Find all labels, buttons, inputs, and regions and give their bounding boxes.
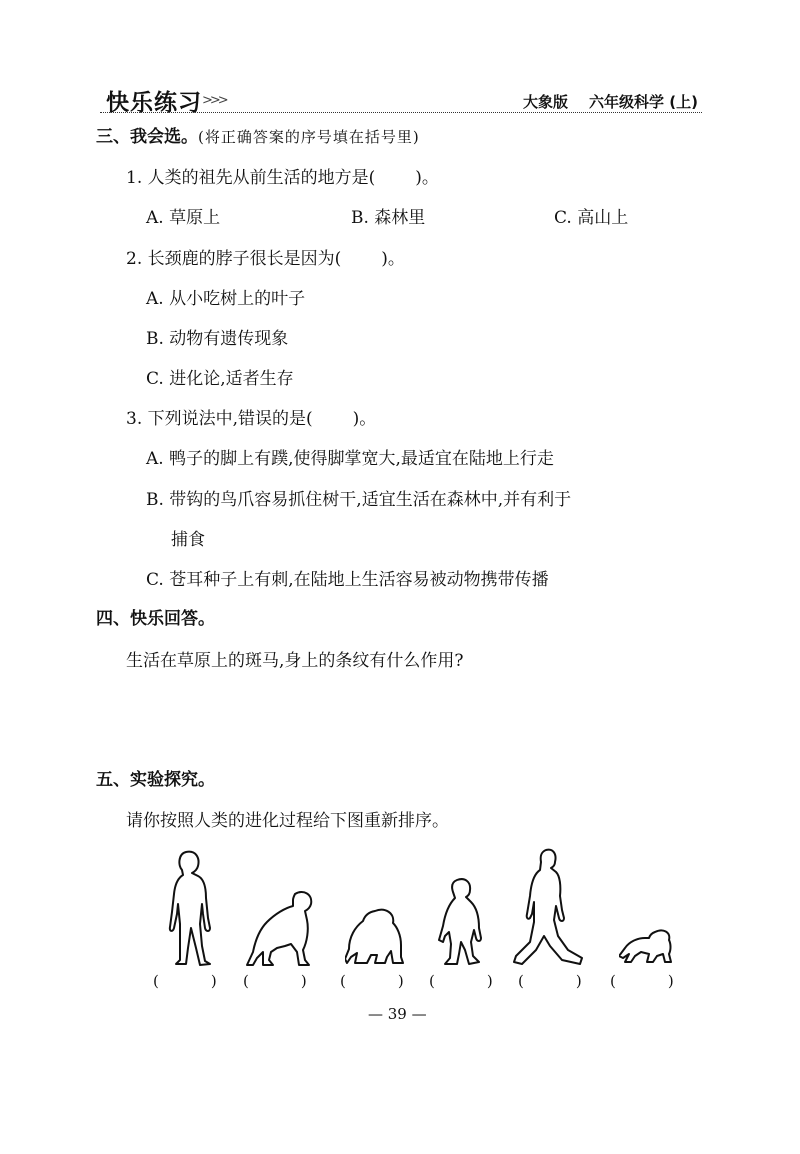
paren-close: ) <box>397 972 404 990</box>
question-2-option-c: C. 进化论,适者生存 <box>146 369 294 389</box>
modern-human-figure <box>512 846 586 970</box>
figure-4-answer-parens[interactable] <box>429 972 493 990</box>
question-3-option-b: B. 带钩的鸟爪容易抓住树干,适宜生活在森林中,并有利于 <box>146 490 572 510</box>
question-2-option-b: B. 动物有遗传现象 <box>146 329 289 349</box>
question-1-option-c: C. 高山上 <box>554 208 629 228</box>
small-primate-figure <box>619 928 675 966</box>
question-2-stem-before: 2. 长颈鹿的脖子很长是因为( <box>126 249 342 269</box>
question-1-option-a: A. 草原上 <box>146 208 221 228</box>
question-3-stem <box>126 404 376 429</box>
section3-title: 三、我会选。 <box>96 127 198 147</box>
paren-open: ( <box>243 972 249 990</box>
question-2-stem-after: )。 <box>381 249 405 269</box>
paren-open: ( <box>518 972 524 990</box>
chevron-right-icon: >>> <box>202 93 226 108</box>
question-2-stem <box>126 244 405 269</box>
section5-title: 五、实验探究。 <box>96 770 215 790</box>
figure-6-answer-parens[interactable] <box>610 972 674 990</box>
walking-ape-figure <box>245 886 323 968</box>
standing-hominid-figure <box>158 848 222 970</box>
section3-note: (将正确答案的序号填在括号里) <box>198 128 420 146</box>
crouching-ape-figure <box>345 905 405 967</box>
paren-open: ( <box>153 972 159 990</box>
question-1-stem <box>126 163 439 188</box>
figure-3-answer-parens[interactable] <box>340 972 404 990</box>
question-3-option-c: C. 苍耳种子上有刺,在陆地上生活容易被动物携带传播 <box>146 570 549 590</box>
figure-1-answer-parens[interactable] <box>153 972 217 990</box>
question-1-stem-before: 1. 人类的祖先从前生活的地方是( <box>126 168 376 188</box>
paren-close: ) <box>575 972 582 990</box>
section3-heading <box>96 122 420 147</box>
page-number: — 39 — <box>368 1005 427 1023</box>
header-brand: 快乐练习 <box>106 90 202 116</box>
question-3-option-b-continued: 捕食 <box>171 530 205 550</box>
stooped-hominid-figure <box>431 876 489 968</box>
question-1-option-b: B. 森林里 <box>351 208 426 228</box>
section4-title: 四、快乐回答。 <box>96 609 215 629</box>
paren-close: ) <box>210 972 217 990</box>
question-3-stem-after: )。 <box>352 409 377 429</box>
paren-open: ( <box>340 972 346 990</box>
paren-close: ) <box>300 972 307 990</box>
paren-close: ) <box>486 972 493 990</box>
section4-question: 生活在草原上的斑马,身上的条纹有什么作用? <box>126 651 464 671</box>
paren-open: ( <box>610 972 616 990</box>
paren-open: ( <box>429 972 435 990</box>
header-edition: 大象版 <box>523 93 569 111</box>
question-1-stem-after: )。 <box>415 168 439 188</box>
header-divider <box>100 112 702 113</box>
paren-close: ) <box>667 972 674 990</box>
section5-instruction: 请你按照人类的进化过程给下图重新排序。 <box>126 811 449 831</box>
question-3-stem-before: 3. 下列说法中,错误的是( <box>126 409 313 429</box>
question-2-option-a: A. 从小吃树上的叶子 <box>146 289 306 309</box>
header-grade: 六年级科学 (上) <box>589 93 698 111</box>
figure-2-answer-parens[interactable] <box>243 972 307 990</box>
question-3-option-a: A. 鸭子的脚上有蹼,使得脚掌宽大,最适宜在陆地上行走 <box>146 449 554 469</box>
figure-5-answer-parens[interactable] <box>518 972 582 990</box>
